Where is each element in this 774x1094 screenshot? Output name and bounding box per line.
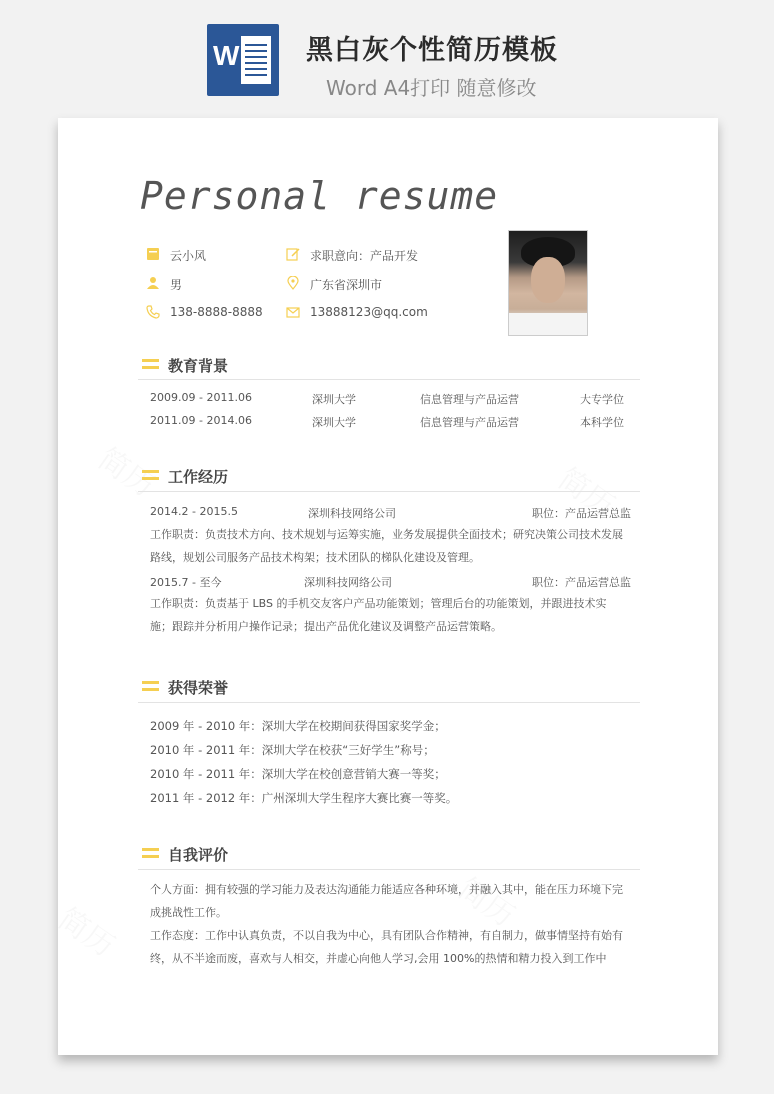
job-description: 工作职责：负责基于 LBS 的手机交友客户产品功能策划；管理后台的功能策划，并跟进技术实施；跟踪并分析用户操作记录；提出产品优化建议及调整产品运营策略。 [150, 597, 607, 633]
page-subtitle: Word A4打印 随意修改 [326, 76, 537, 100]
honor-item: 2011 年 - 2012 年：广州深圳大学生程序大赛比赛一等奖。 [150, 791, 458, 805]
name-card-icon [146, 247, 160, 261]
edu-major: 信息管理与产品运营 [420, 416, 519, 429]
section-bars-icon [142, 359, 159, 369]
job-period: 2014.2 - 2015.5 [150, 505, 238, 518]
edu-school: 深圳大学 [312, 416, 356, 429]
person-icon [146, 276, 160, 290]
location-value: 广东省深圳市 [310, 278, 383, 292]
honor-item: 2010 年 - 2011 年：深圳大学在校获“三好学生”称号； [150, 743, 435, 757]
edu-period: 2011.09 - 2014.06 [150, 414, 252, 427]
edit-icon [286, 247, 300, 261]
section-bars-icon [142, 470, 159, 480]
job-company: 深圳科技网络公司 [308, 507, 396, 520]
word-icon: W [207, 24, 279, 96]
job-position: 职位：产品运营总监 [532, 576, 631, 589]
self-evaluation-paragraph: 个人方面：拥有较强的学习能力及表达沟通能力能适应各种环境，并融入其中，能在压力环境下完成挑战性工作。 [150, 883, 623, 919]
section-bars-icon [142, 681, 159, 691]
self-evaluation-paragraph: 工作态度：工作中认真负责，不以自我为中心，具有团队合作精神，有自制力，做事情坚持有始有终，从不半途而废，喜欢与人相交，并虚心向他人学习,会用 100%的热情和精力投入到工作中 [150, 929, 623, 965]
honor-item: 2009 年 - 2010 年：深圳大学在校期间获得国家奖学金； [150, 719, 446, 733]
job-position: 职位：产品运营总监 [532, 507, 631, 520]
divider [138, 491, 640, 492]
edu-major: 信息管理与产品运营 [420, 393, 519, 406]
mail-icon [286, 305, 300, 319]
honor-item: 2010 年 - 2011 年：深圳大学在校创意营销大赛一等奖； [150, 767, 446, 781]
edu-degree: 本科学位 [580, 416, 624, 429]
resume-paper: Personal resume 云小风 男 138-8888-8888 求职意向：产品开发 广东省深圳市 13888123@qq.com 教育背景 2009.09 - 2011.06 深圳大学 信息管理与产品运营 大专学位 2011.09 - 2014.06 深圳大学 信息管理与产品运营 本科学位 工作经历 2014.2 - 2015.5 深圳科技网络公司 职位：产品运营总监 工作职责：负责技术方向、技术规划与运筹实施，业务发展提供全面技术；研究决策公司技术发展路线，规划公司服务产品技术构架；技术团队的梯队化建设及管理。 2015.7 - 至今 深圳科技网络公司 职位：产品运营总监 工作职责：负责基于 LBS 的手机交友客户产品功能策划；管理后台的功能策划，并跟进技术实施；跟踪并分析用户操作记录；提出产品优化建议及调整产品运营策略。 获得荣誉 2009 年 - 2010 年：深圳大学在校期间获得国家奖学金； 2010 年 - 2011 年：深圳大学在校获“三好学生”称号； 2010 年 - 2011 年：深圳大学在校创意营销大赛一等奖； 2011 年 - 2012 年：广州深圳大学生程序大赛比赛一等奖。 自我评价 个人方面：拥有较强的学习能力及表达沟通能力能适应各种环境，并融入其中，能在压力环境下完成挑战性工作。 工作态度：工作中认真负责，不以自我为中心，具有团队合作精神，有自制力，做事情坚持有始有终，从不半途而废，喜欢与人相交，并虚心向他人学习,会用 100%的热情和精力投入到工作中 [58, 118, 718, 1055]
objective-value: 求职意向：产品开发 [310, 249, 419, 263]
phone-icon [146, 305, 160, 319]
divider [138, 869, 640, 870]
location-pin-icon [286, 276, 300, 290]
gender-value: 男 [170, 278, 183, 292]
edu-school: 深圳大学 [312, 393, 356, 406]
section-bars-icon [142, 848, 159, 858]
name-value: 云小风 [170, 249, 207, 263]
email-value: 13888123@qq.com [310, 305, 428, 319]
divider [138, 379, 640, 380]
page-header [0, 0, 774, 118]
phone-value: 138-8888-8888 [170, 305, 263, 319]
job-description: 工作职责：负责技术方向、技术规划与运筹实施，业务发展提供全面技术；研究决策公司技术发展路线，规划公司服务产品技术构架；技术团队的梯队化建设及管理。 [150, 528, 623, 564]
job-period: 2015.7 - 至今 [150, 576, 222, 589]
divider [138, 702, 640, 703]
resume-title: Personal resume [140, 174, 499, 218]
job-company: 深圳科技网络公司 [304, 576, 392, 589]
page-title: 黑白灰个性简历模板 [306, 35, 558, 66]
profile-photo [508, 230, 588, 336]
edu-period: 2009.09 - 2011.06 [150, 391, 252, 404]
edu-degree: 大专学位 [580, 393, 624, 406]
